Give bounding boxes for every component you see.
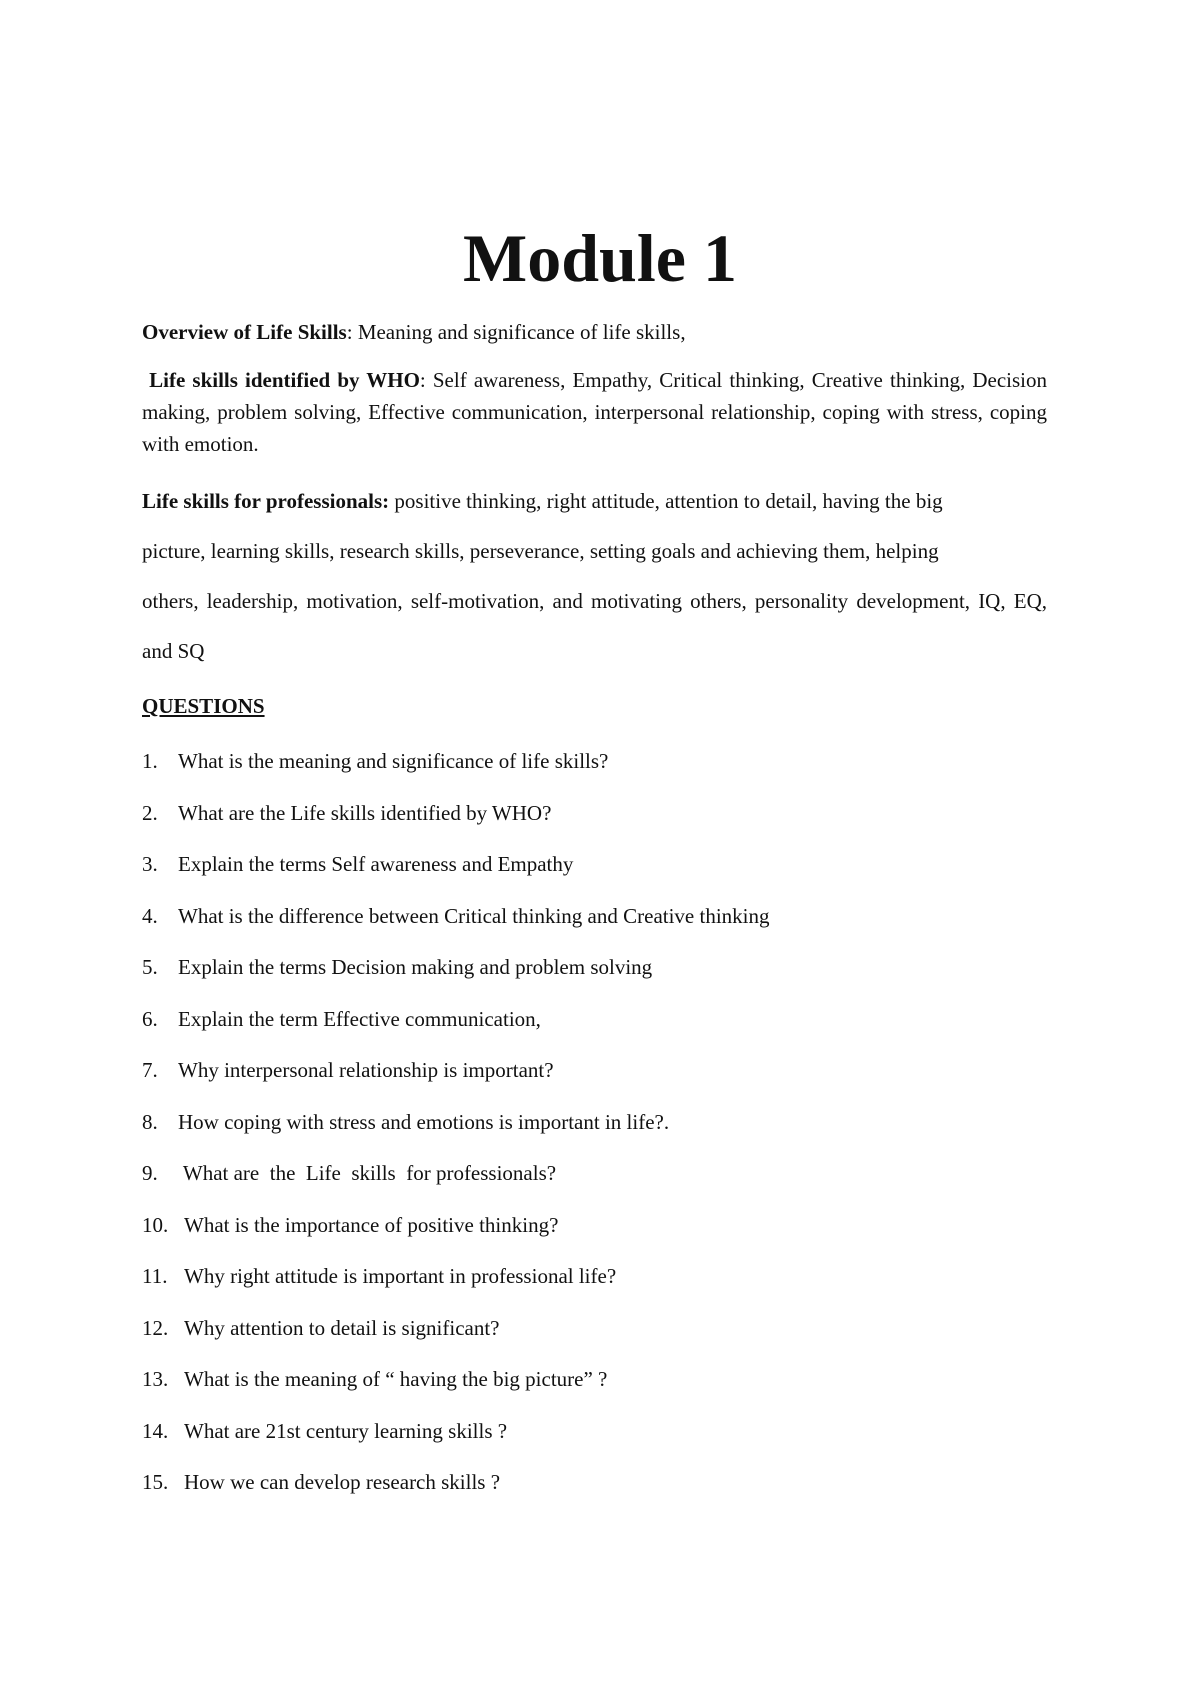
who-paragraph [142,364,1047,460]
question-item [142,1097,1047,1149]
question-text: What is the meaning of “ having the big picture” ? [184,1367,608,1391]
question-number: 12. [142,1315,169,1340]
question-text: Why right attitude is important in professional life? [184,1264,617,1288]
professionals-label: Life skills for professionals: [142,489,390,513]
who-text: : Self awareness, Empathy, Critical thinking, Creative thinking, Decision making, problem solving, Effective communication, interpersonal relationship, coping with stress, coping with emotion. [142,368,1048,456]
question-text: Explain the terms Decision making and problem solving [178,955,653,979]
question-number: 13. [142,1367,169,1391]
question-text: What are the Life skills for professionals? [178,1161,557,1185]
question-number: 6. [142,1006,158,1031]
question-text: Why interpersonal relationship is important? [178,1058,554,1082]
question-text: Why attention to detail is significant? [184,1315,500,1340]
question-text: What is the difference between Critical thinking and Creative thinking [178,903,770,928]
question-number: 10. [142,1212,169,1237]
question-item [142,1406,1047,1458]
professionals-line-2: picture, learning skills, research skills, perseverance, setting goals and achieving them, helping [142,539,939,563]
question-item [142,1200,1047,1252]
question-item [142,942,1047,994]
question-number: 5. [142,955,158,979]
question-text: Explain the term Effective communication, [178,1006,541,1031]
question-text: What is the importance of positive thinking? [184,1212,559,1237]
question-item [142,1251,1047,1303]
overview-label: Overview of Life Skills [142,320,347,344]
question-text: How we can develop research skills ? [184,1470,501,1494]
overview-paragraph [142,316,1047,348]
question-text: Explain the terms Self awareness and Empathy [178,852,574,876]
questions-list [142,736,1047,1509]
question-item [142,1354,1047,1406]
question-item [142,736,1047,788]
professionals-paragraph [142,476,1047,676]
who-label: Life skills identified by WHO [149,368,420,392]
question-item [142,839,1047,891]
question-number: 9. [142,1161,158,1185]
question-text: What are 21st century learning skills ? [184,1418,508,1443]
question-item [142,891,1047,943]
question-text: What is the meaning and significance of life skills? [178,749,609,773]
question-text: What are the Life skills identified by WHO? [178,800,552,825]
question-number: 7. [142,1058,158,1082]
question-number: 4. [142,903,158,928]
question-number: 11. [142,1264,168,1288]
professionals-line-1: positive thinking, right attitude, attention to detail, having the big [389,489,943,513]
page-title: Module 1 [463,220,737,296]
module-content [142,316,1047,1509]
question-item [142,1148,1047,1200]
overview-text: : Meaning and significance of life skills, [346,320,686,344]
professionals-line-3: others, leadership, motivation, self-motivation, and motivating others, personality development, IQ, EQ, and SQ [142,589,1047,663]
question-item [142,1045,1047,1097]
questions-heading: QUESTIONS [142,694,265,718]
question-number: 2. [142,800,158,825]
question-item [142,994,1047,1046]
question-number: 8. [142,1109,158,1134]
question-item [142,1303,1047,1355]
question-text: How coping with stress and emotions is important in life?. [178,1109,670,1134]
question-number: 3. [142,852,158,876]
question-number: 15. [142,1470,169,1494]
question-item [142,788,1047,840]
question-number: 14. [142,1418,169,1443]
question-item [142,1457,1047,1509]
question-number: 1. [142,749,158,773]
